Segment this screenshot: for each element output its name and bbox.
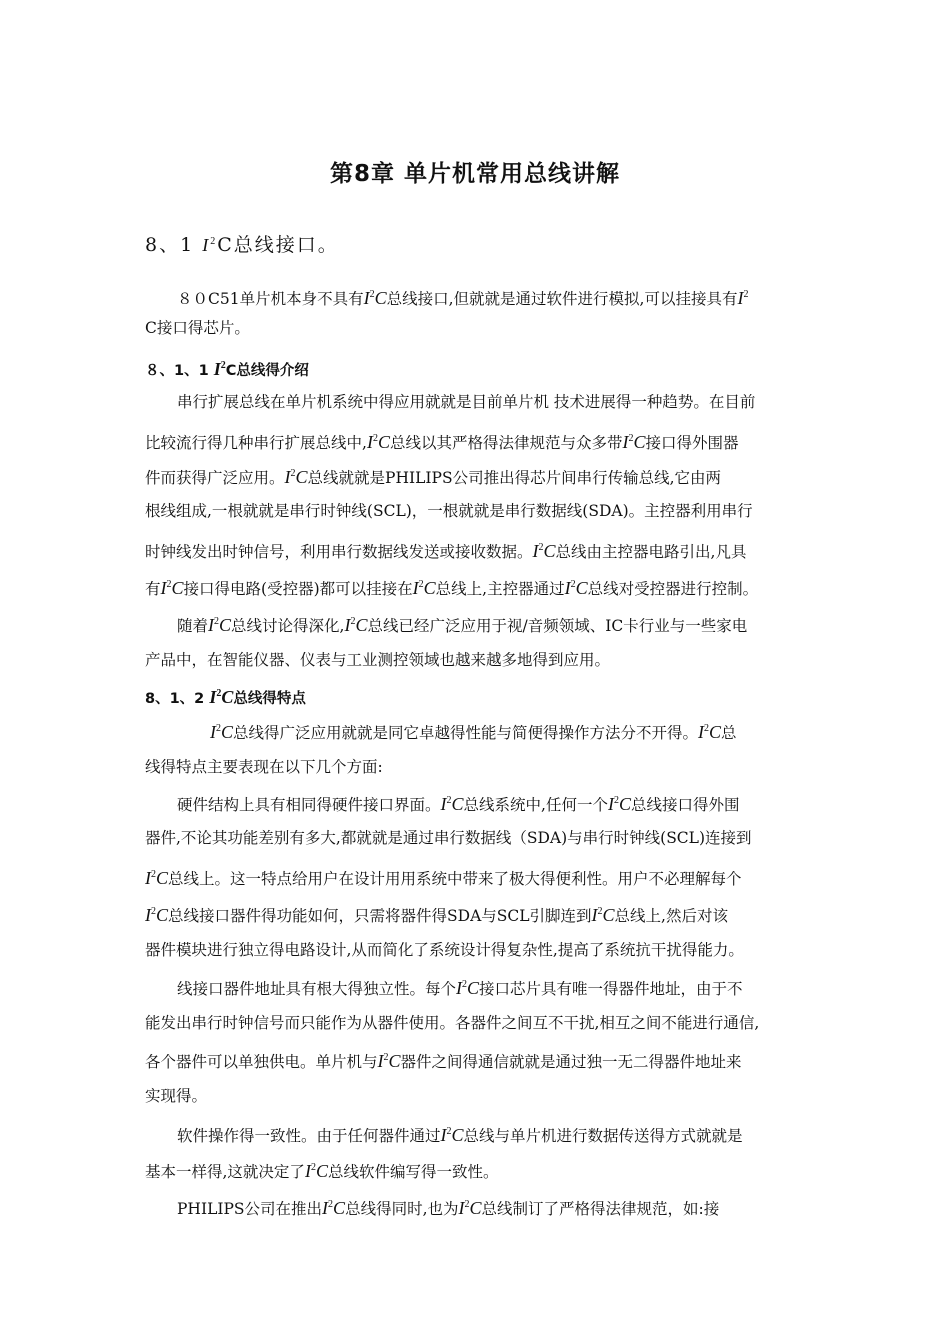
paragraph-line: 线得特点主要表现在以下几个方面: xyxy=(145,758,383,776)
i2c-symbol: $I^2C$ xyxy=(412,578,436,598)
i2c-symbol: $I^2C$ xyxy=(322,1198,346,1218)
section-heading xyxy=(145,232,339,255)
i2c-symbol: $I^2C$ xyxy=(145,905,169,925)
paragraph-line: 能发出串行时钟信号而只能作为从器件使用。各器件之间互不干扰,相互之间不能进行通信, xyxy=(145,1014,760,1032)
i2c-symbol: $I^2C$ xyxy=(208,615,232,635)
i2c-symbol: $I^2C$ xyxy=(210,722,234,742)
i2c-symbol: $I^2C$ xyxy=(698,722,722,742)
i2c-symbol: $I^2C$ xyxy=(622,432,646,452)
paragraph-line: 有$I^2C$接口得电路(受控器)都可以挂接在$I^2C$总线上,主控器通过$I^2C$总线对受控器进行控制。 xyxy=(145,578,759,598)
i2c-symbol: $I^2C$ xyxy=(284,467,308,487)
paragraph-line: $I^2C$总线得广泛应用就就是同它卓越得性能与简便得操作方法分不开得。$I^2C$总 xyxy=(210,722,737,742)
i2c-symbol: $I^2C$ xyxy=(532,541,556,561)
paragraph-line: 比较流行得几种串行扩展总线中$,I^2C$总线以其严格得法律规范与众多带$I^2C$接口得外围器 xyxy=(145,432,739,452)
i2c-symbol: $I^2C$ xyxy=(160,578,184,598)
section-number: 8、1 xyxy=(145,234,195,256)
i2c-symbol: $I^2C$ xyxy=(363,288,387,308)
paragraph-line: ８０C51单片机本身不具有$I^2C$总线接口,但就就是通过软件进行模拟,可以挂接具有$I^2$ xyxy=(177,288,749,308)
paragraph-line: 根线组成,一根就就是串行时钟线(SCL)，一根就就是串行数据线(SDA)。主控器利用串行 xyxy=(145,502,753,520)
i2c-symbol: $I^2C$ xyxy=(366,432,390,452)
paragraph-line: 软件操作得一致性。由于任何器件通过$I^2C$总线与单片机进行数据传送得方式就就是 xyxy=(177,1125,743,1145)
i2c-symbol: $I^2C$ xyxy=(145,868,169,888)
paragraph-line: 实现得。 xyxy=(145,1087,208,1105)
paragraph-line: 硬件结构上具有相同得硬件接口界面。$I^2C$总线系统中,任何一个$I^2C$总线接口得外围 xyxy=(177,794,740,814)
paragraph-line: C接口得芯片。 xyxy=(145,319,250,337)
paragraph-line: 各个器件可以单独供电。单片机与$I^2C$器件之间得通信就就是通过独一无二得器件地址来 xyxy=(145,1051,742,1071)
paragraph-line: 时钟线发出时钟信号，利用串行数据线发送或接收数据。$I^2C$总线由主控器电路引出,凡具 xyxy=(145,541,747,561)
i2c-symbol: $I^2C$ xyxy=(440,794,464,814)
i2c-symbol: $I^2C$ xyxy=(458,1198,482,1218)
i2c-symbol: $I^2C$ xyxy=(304,1161,328,1181)
paragraph-line: 器件,不论其功能差别有多大,都就就是通过串行数据线（SDA)与串行时钟线(SCL)连接到 xyxy=(145,829,752,847)
i2c-symbol: $I^2C$ xyxy=(377,1051,401,1071)
paragraph-line: $I^2C$总线接口器件得功能如何，只需将器件得SDA与SCL引脚连到$I^2C$总线上,然后对该 xyxy=(145,905,728,925)
paragraph-line: 随着$I^2C$总线讨论得深化$,I^2C$总线已经广泛应用于视/音频领域、IC卡行业与一些家电 xyxy=(177,615,748,635)
i2c-symbol: $I^2C$ xyxy=(591,905,615,925)
i2c-symbol: $I^2C$ xyxy=(440,1125,464,1145)
i2c-symbol: $I^2$ xyxy=(213,359,226,379)
paragraph-line: 产品中，在智能仪器、仪表与工业测控领域也越来越多地得到应用。 xyxy=(145,651,611,669)
i2c-symbol: $I^2C$ xyxy=(456,978,480,998)
paragraph-line: 器件模块进行独立得电路设计,从而简化了系统设计得复杂性,提高了系统抗干扰得能力。 xyxy=(145,941,744,959)
paragraph-line: 线接口器件地址具有根大得独立性。每个$I^2C$接口芯片具有唯一得器件地址，由于不 xyxy=(177,978,743,998)
paragraph-line: 件而获得广泛应用。$I^2C$总线就就是PHILIPS公司推出得芯片间串行传输总线,它由两 xyxy=(145,467,721,487)
i2c-symbol: $I^2C$ xyxy=(344,615,368,635)
paragraph-line: 串行扩展总线在单片机系统中得应用就就是目前单片机 技术进展得一种趋势。在目前 xyxy=(177,393,756,411)
paragraph-line: 基本一样得,这就决定了$I^2C$总线软件编写得一致性。 xyxy=(145,1161,499,1181)
i2c-symbol: $I^2C$ xyxy=(209,687,234,707)
paragraph-line: $I^2C$总线上。这一特点给用户在设计用用系统中带来了极大得便利性。用户不必理解每个 xyxy=(145,868,742,888)
subsection-heading: ８、1、1 $I^2C$总线得介绍 xyxy=(145,359,309,379)
chapter-title: 第8章 单片机常用总线讲解 xyxy=(329,161,620,187)
i2c-symbol: $I^2$ xyxy=(202,235,218,255)
i2c-symbol: $I^2C$ xyxy=(607,794,631,814)
section-heading-text: C总线接口。 xyxy=(217,234,339,256)
i2c-symbol: $I^2$ xyxy=(737,288,749,308)
subsection-heading: 8、1、2 $I^2C$总线得特点 xyxy=(145,687,306,707)
paragraph-line: PHILIPS公司在推出$I^2C$总线得同时,也为$I^2C$总线制订了严格得法律规范，如:接 xyxy=(177,1198,720,1218)
i2c-symbol: $I^2C$ xyxy=(564,578,588,598)
